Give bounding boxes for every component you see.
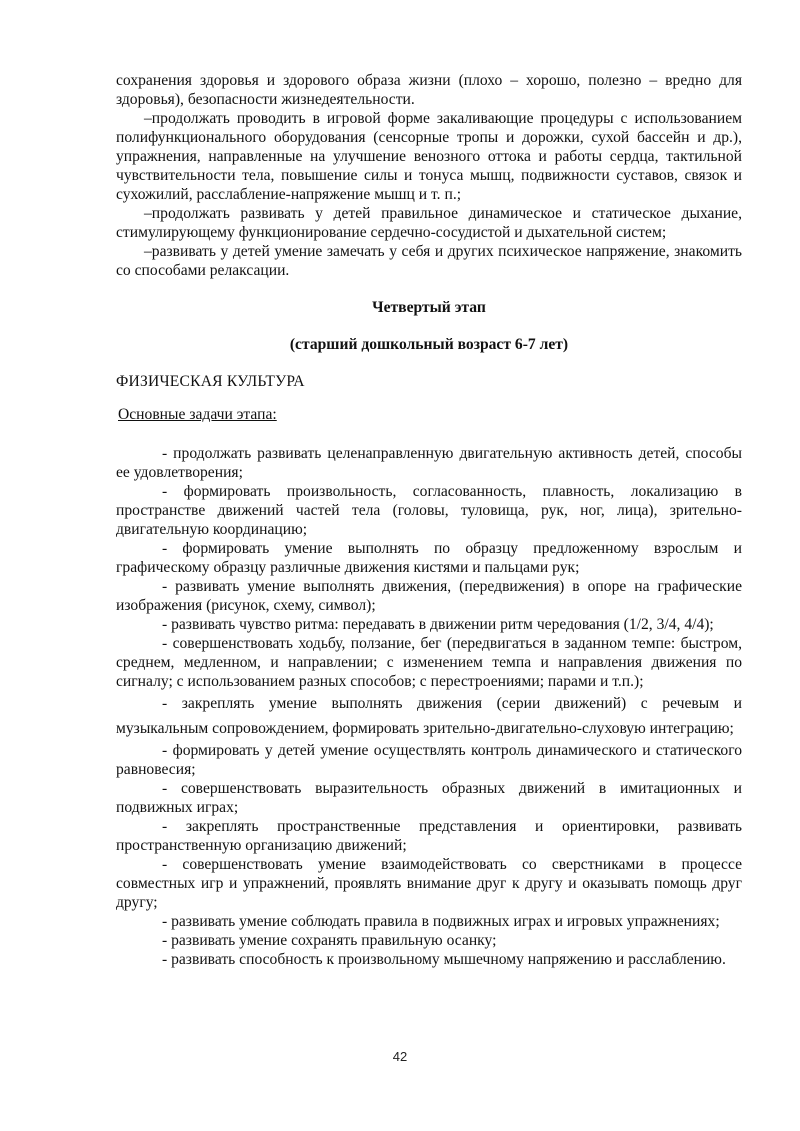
paragraph-intro-1: сохранения здоровья и здорового образа жизни (плохо – хорошо, полезно – вредно для здоровья), безопасности жизнедеятельности. (116, 72, 742, 108)
task-item: - развивать умение сохранять правильную осанку; (162, 932, 497, 949)
document-page (116, 71, 742, 969)
task-item: - развивать умение выполнять движения, (передвижения) в опоре на графические изображения (рисунок, схему, символ); (116, 578, 742, 614)
tasks-heading: Основные задачи этапа: (118, 406, 277, 423)
tasks-list (116, 444, 742, 969)
stage-subtitle: (старший дошкольный возраст 6-7 лет) (289, 336, 569, 353)
task-item: - развивать умение соблюдать правила в подвижных играх и игровых упражнениях; (162, 913, 720, 930)
task-item: - совершенствовать ходьбу, ползание, бег (передвигаться в заданном темпе: быстром, среднем, медленном, и направлении; с изменением темпа и направления движения по сигналу; с использованием разных способов; с перестроениями; парами и т.п.); (116, 635, 742, 690)
task-item: - совершенствовать выразительность образных движений в имитационных и подвижных играх; (116, 780, 742, 816)
task-item: - закреплять пространственные представления и ориентировки, развивать пространственную организацию движений; (116, 818, 742, 854)
paragraph-intro-2: –продолжать проводить в игровой форме закаливающие процедуры с использованием полифункционального оборудования (сенсорные тропы и дорожки, сухой бассейн и др.), упражнения, направленные на улучшение венозного оттока и работы сердца, тактильной чувствительности тела, повышение силы и тонуса мышц, подвижности суставов, связок и сухожилий, расслабление-напряжение мышц и т. п.; (116, 110, 742, 203)
task-item: - совершенствовать умение взаимодействовать со сверстниками в процессе совместных игр и упражнений, проявлять внимание друг к другу и оказывать помощь друг другу; (116, 856, 742, 911)
task-item: - развивать способность к произвольному мышечному напряжению и расслаблению. (162, 951, 726, 968)
task-item: - продолжать развивать целенаправленную двигательную активность детей, способы ее удовлетворения; (116, 445, 742, 481)
paragraph-intro-3: –продолжать развивать у детей правильное динамическое и статическое дыхание, стимулирующему функционирование сердечно-сосудистой и дыхательной систем; (116, 205, 742, 241)
task-item: - закреплять умение выполнять движения (серии движений) с речевым и музыкальным сопровождением, формировать зрительно-двигательно-слуховую интеграцию; (116, 695, 742, 737)
paragraph-intro-4: –развивать у детей умение замечать у себя и других психическое напряжение, знакомить со способами релаксации. (116, 243, 742, 279)
task-item: - развивать чувство ритма: передавать в движении ритм чередования (1/2, 3/4, 4/4); (162, 616, 714, 633)
page-number: 42 (392, 1049, 408, 1064)
task-item: - формировать у детей умение осуществлять контроль динамического и статического равновесия; (116, 742, 742, 778)
stage-title: Четвертый этап (372, 299, 486, 316)
task-item: - формировать произвольность, согласованность, плавность, локализацию в пространстве движений частей тела (головы, туловища, рук, ног, лица), зрительно-двигательную координацию; (116, 483, 742, 538)
section-title: ФИЗИЧЕСКАЯ КУЛЬТУРА (116, 373, 305, 390)
task-item: - формировать умение выполнять по образцу предложенному взрослым и графическому образцу различные движения кистями и пальцами рук; (116, 540, 742, 576)
